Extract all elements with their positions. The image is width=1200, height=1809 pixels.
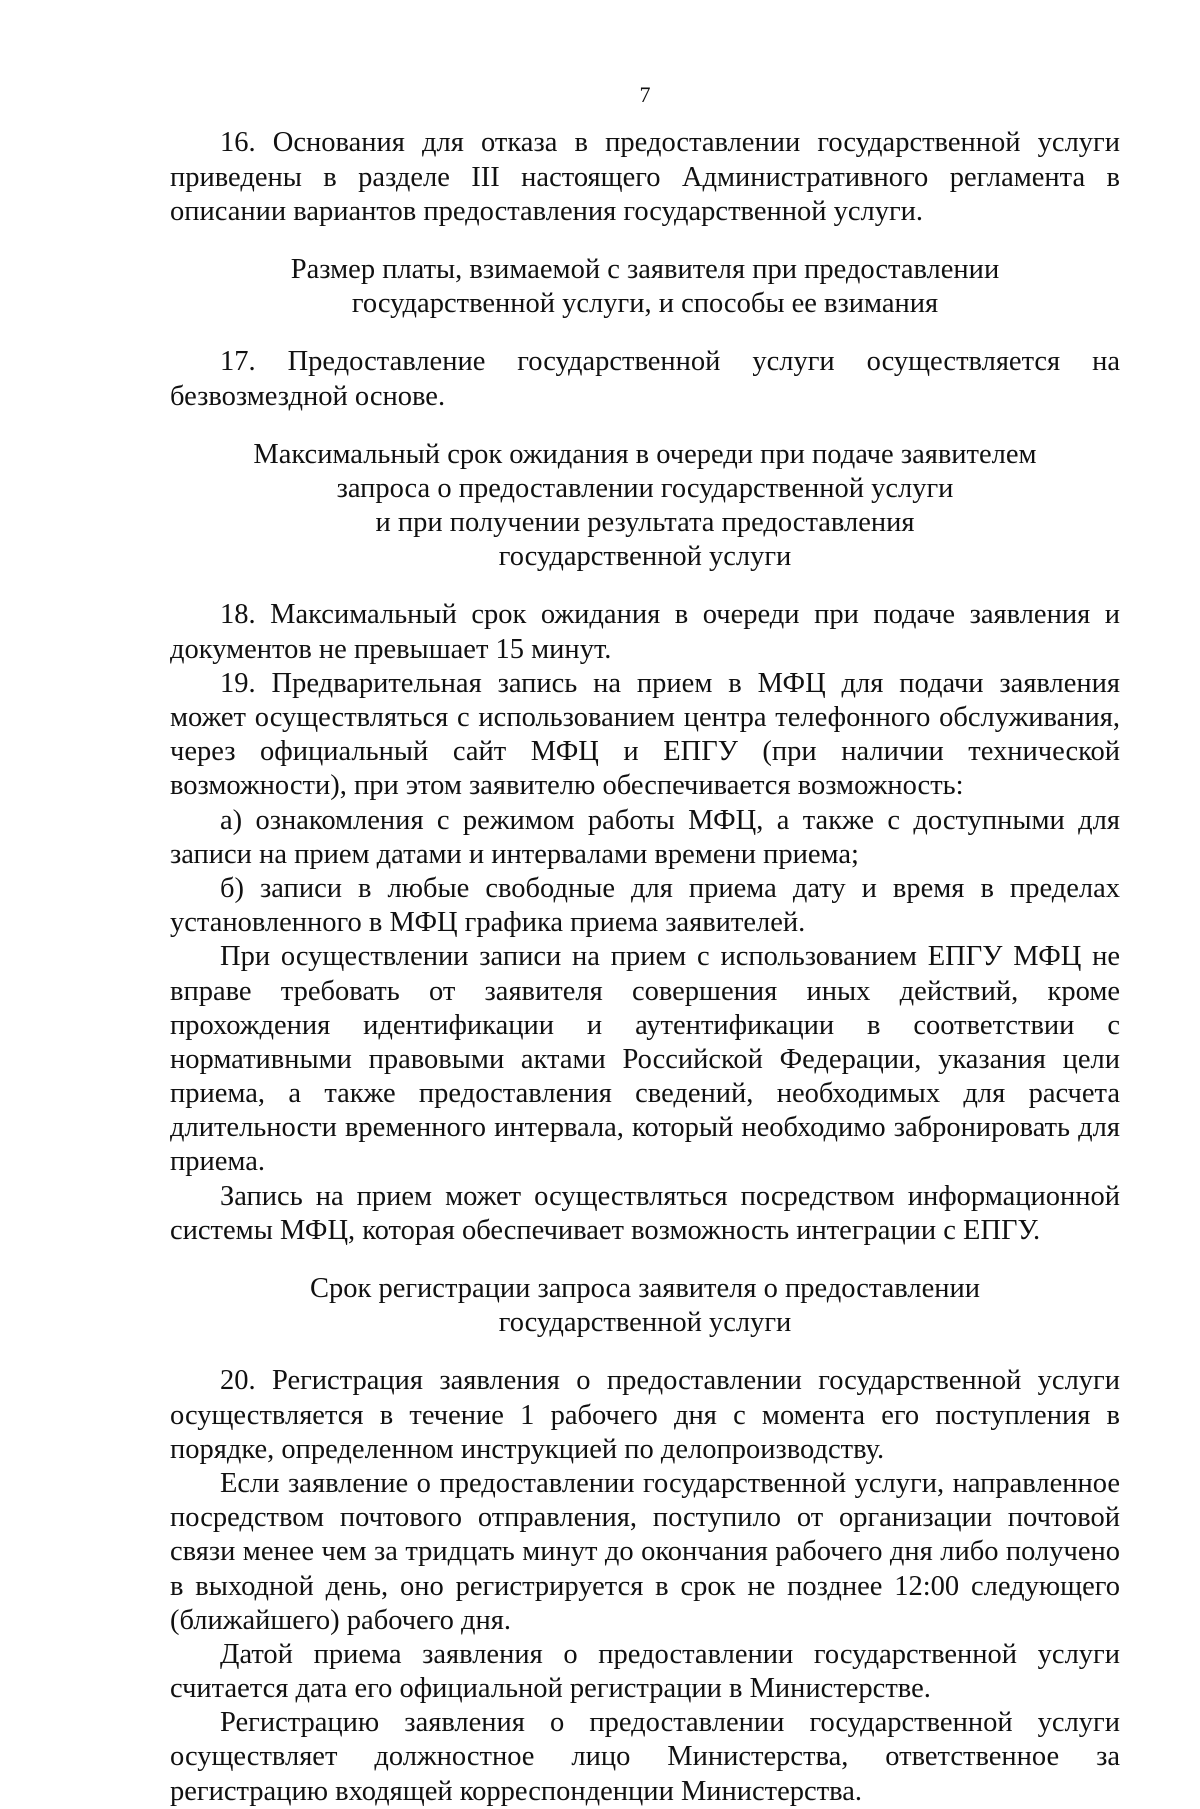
paragraph-epgu-record: При осуществлении записи на прием с использованием ЕПГУ МФЦ не вправе требовать от заявителя совершения иных действий, кроме прохождения идентификации и аутентификации в соответствии с нормативными правовыми актами Российской Федерации, указания цели приема, а также предоставления сведений, необходимых для расчета длительности временного интервала, который необходимо забронировать для приема.: [170, 941, 1120, 1178]
page-number: 7: [639, 82, 651, 107]
heading-line: государственной услуги: [498, 541, 792, 573]
heading-line: Размер платы, взимаемой с заявителя при предоставлении: [290, 253, 1000, 285]
paragraph-postal: Если заявление о предоставлении государственной услуги, направленное посредством почтового отправления, поступило от организации почтовой связи менее чем за тридцать минут до окончания рабочего дня либо получено в выходной день, оно регистрируется в срок не позднее 12:00 следующего (ближайшего) рабочего дня.: [170, 1467, 1120, 1636]
heading-line: Максимальный срок ожидания в очереди при подаче заявителем: [253, 438, 1037, 470]
heading-line: государственной услуги: [498, 1307, 792, 1339]
paragraph-19-a: а) ознакомления с режимом работы МФЦ, а также с доступными для записи на прием датами и интервалами времени приема;: [170, 804, 1120, 870]
heading-line: государственной услуги, и способы ее взимания: [351, 288, 939, 320]
heading-registration-term: [170, 1272, 1120, 1340]
document-page: [170, 82, 1120, 1809]
paragraph-18: 18. Максимальный срок ожидания в очереди при подаче заявления и документов не превышает 15 минут.: [170, 599, 1120, 665]
heading-line: запроса о предоставлении государственной услуги: [336, 472, 954, 504]
paragraph-19-b: б) записи в любые свободные для приема дату и время в пределах установленного в МФЦ графика приема заявителей.: [170, 872, 1120, 939]
paragraph-17: 17. Предоставление государственной услуги осуществляется на безвозмездной основе.: [170, 346, 1120, 412]
heading-queue-time: [170, 438, 1120, 575]
heading-line: и при получении результата предоставления: [375, 507, 915, 539]
heading-line: Срок регистрации запроса заявителя о предоставлении: [309, 1273, 981, 1305]
paragraph-19: 19. Предварительная запись на прием в МФЦ для подачи заявления может осуществляться с использованием центра телефонного обслуживания, через официальный сайт МФЦ и ЕПГУ (при наличии технической возможности), при этом заявителю обеспечивается возможность:: [170, 667, 1120, 802]
paragraph-20: 20. Регистрация заявления о предоставлении государственной услуги осуществляется в течение 1 рабочего дня с момента его поступления в порядке, определенном инструкцией по делопроизводству.: [170, 1365, 1120, 1465]
paragraph-is-mfc: Запись на прием может осуществляться посредством информационной системы МФЦ, которая обеспечивает возможность интеграции с ЕПГУ.: [170, 1180, 1120, 1246]
paragraph-16: 16. Основания для отказа в предоставлении государственной услуги приведены в разделе III настоящего Административного регламента в описании вариантов предоставления государственной услуги.: [170, 127, 1120, 227]
paragraph-receipt-date: Датой приема заявления о предоставлении государственной услуги считается дата его официальной регистрации в Министерстве.: [170, 1638, 1120, 1705]
paragraph-registrar: Регистрацию заявления о предоставлении государственной услуги осуществляет должностное лицо Министерства, ответственное за регистрацию входящей корреспонденции Министерства.: [170, 1707, 1120, 1807]
heading-fee: [170, 253, 1120, 321]
